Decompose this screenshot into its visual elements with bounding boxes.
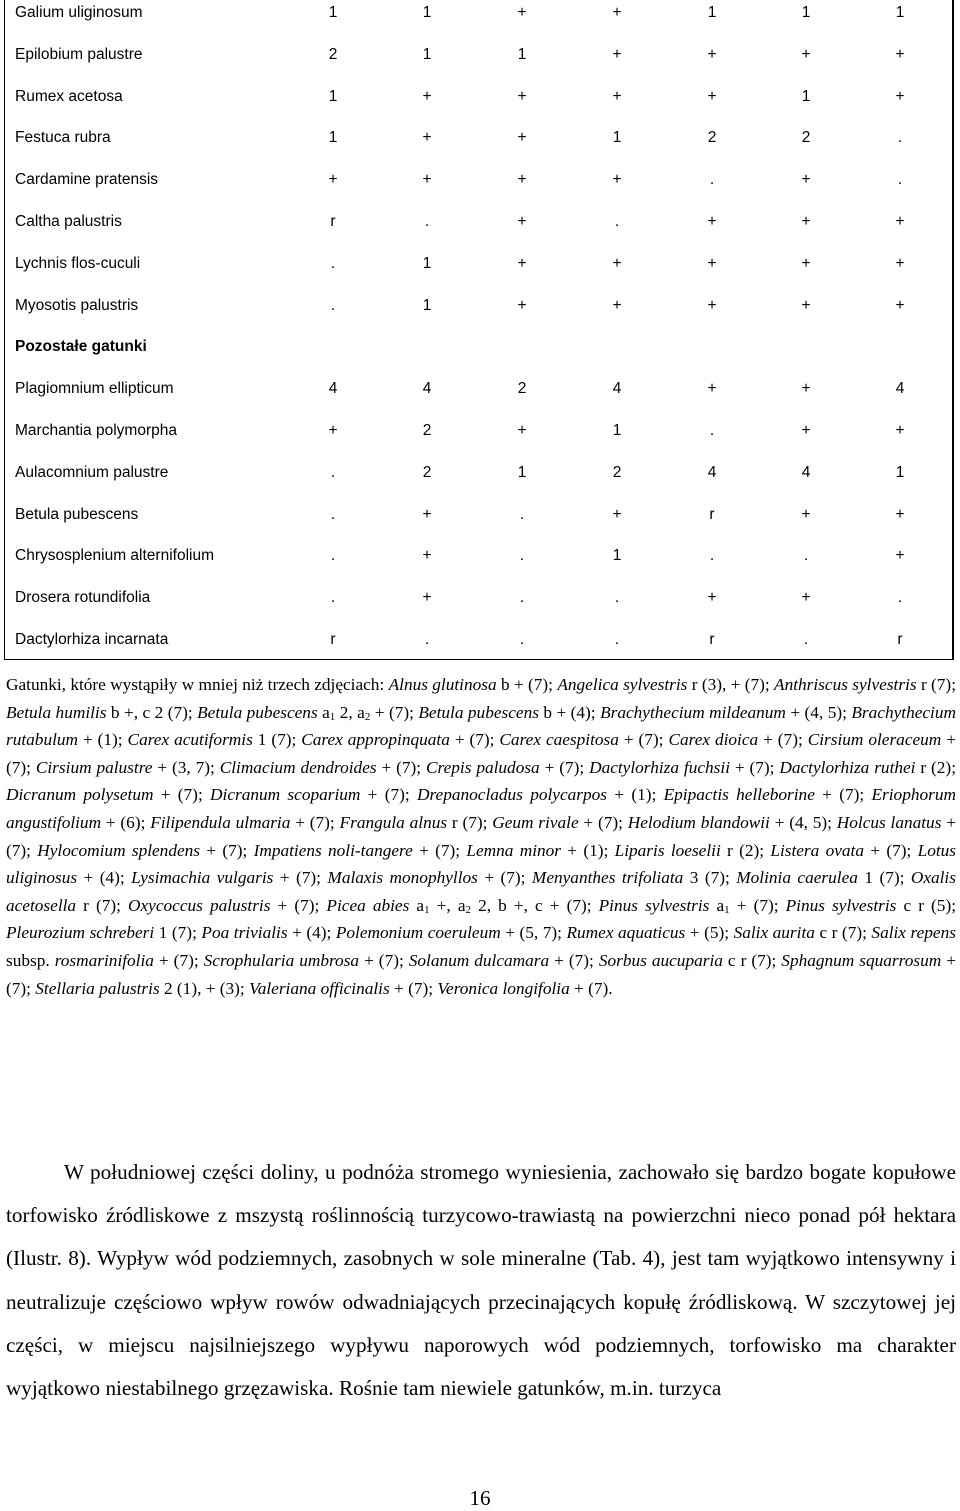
cover-value: + <box>517 296 527 314</box>
species-name-italic: Menyanthes trifoliata <box>531 868 684 888</box>
cover-value: . <box>330 505 336 523</box>
footnote-text: 1 (7); <box>252 730 302 750</box>
footnote-text: 1 (7); <box>857 868 911 888</box>
cover-value: + <box>612 254 622 272</box>
species-name-italic: Malaxis monophyllos <box>327 868 478 888</box>
footnote-text: 2, b +, c + (7); <box>471 895 599 915</box>
cover-value: + <box>707 45 717 63</box>
species-name-italic: Polemonium coeruleum <box>335 923 501 943</box>
footnote-text: + (7); <box>814 785 872 805</box>
footnote-text: + (1); <box>607 785 664 805</box>
cover-value: + <box>328 422 338 439</box>
species-name-italic: Hylocomium splendens <box>37 840 200 860</box>
cover-value: + <box>328 171 338 189</box>
cover-value: + <box>895 296 905 314</box>
species-name-italic: Pleurozium schreberi <box>6 923 155 943</box>
species-name-italic: Alnus glutinosa <box>388 675 497 694</box>
cover-value: 1 <box>612 129 622 147</box>
footnote-text: a <box>409 895 425 915</box>
species-name-italic: Valeriana officinalis <box>249 978 390 998</box>
footnote-text: a <box>709 895 725 915</box>
species-name-italic: Dicranum scoparium <box>210 785 361 805</box>
species-name: Marchantia polymorpha <box>15 422 177 439</box>
species-name-italic: Veronica longifolia <box>437 978 570 998</box>
species-name-italic: Betula humilis <box>6 702 107 722</box>
cover-value: r <box>709 505 715 523</box>
species-name-italic: Holcus lanatus <box>836 812 942 832</box>
footnote-text: + (7); <box>758 730 808 750</box>
cover-value: + <box>612 45 622 63</box>
species-name-italic: Lysimachia vulgaris <box>131 868 274 888</box>
table-row <box>5 213 952 233</box>
footnote-text: + (7); <box>6 812 956 860</box>
cover-value: 4 <box>707 463 717 481</box>
species-name-italic: Epipactis helleborine <box>663 785 815 805</box>
footnote-text: + (7); <box>360 785 417 805</box>
cover-value: + <box>422 547 432 565</box>
cover-value: . <box>614 631 620 648</box>
species-name-italic: Poa trivialis <box>201 923 288 943</box>
cover-value: 1 <box>328 87 338 105</box>
footnote-text: + (7); <box>549 950 599 970</box>
cover-value: . <box>519 589 525 607</box>
footnote-text: b +, c 2 (7); <box>106 702 198 722</box>
footnote-text: 1 (7); <box>154 923 202 943</box>
section-header-row <box>5 338 952 358</box>
species-name: Cardamine pratensis <box>15 171 159 189</box>
cover-value: + <box>707 589 717 607</box>
species-name-italic: Sphagnum squarrosum <box>781 950 942 970</box>
table-row <box>5 129 952 149</box>
table-row <box>5 380 952 400</box>
species-name-italic: Brachythecium mildeanum <box>600 702 786 722</box>
cover-value: 1 <box>328 4 338 21</box>
cover-value: . <box>614 589 620 607</box>
footnote-text: + (7). <box>569 978 613 998</box>
cover-value: . <box>424 213 430 230</box>
footnote-rare-species <box>6 671 956 1002</box>
species-name-italic: Solanum dulcamara <box>408 950 550 970</box>
footnote-text: r (2); <box>915 757 956 777</box>
species-name: Festuca rubra <box>15 129 111 147</box>
footnote-text: + (7); <box>412 840 467 860</box>
species-name-italic: Oxycoccus palustris <box>128 895 271 915</box>
species-name-italic: Pinus sylvestris <box>598 895 710 915</box>
cover-value: 2 <box>422 422 432 439</box>
species-name-italic: Carex appropinquata <box>301 730 450 750</box>
cover-value: + <box>707 254 717 272</box>
footnote-text: r (7); <box>447 812 493 832</box>
cover-value: + <box>517 213 527 230</box>
species-name: Dactylorhiza incarnata <box>15 631 169 648</box>
table-row <box>5 4 952 24</box>
cover-value: + <box>422 171 432 189</box>
cover-value: . <box>330 296 336 314</box>
cover-value: 2 <box>801 129 811 147</box>
cover-value: 4 <box>612 380 622 398</box>
cover-value: + <box>895 87 905 105</box>
cover-value: + <box>801 45 811 63</box>
species-name-italic: Dactylorhiza ruthei <box>779 757 916 777</box>
species-name-italic: Climacium dendroides <box>219 757 377 777</box>
footnote-text: + (5); <box>685 923 734 943</box>
cover-value: 2 <box>707 129 717 147</box>
cover-value: + <box>801 254 811 272</box>
cover-value: r <box>709 631 715 648</box>
footnote-text: + (3, 7); <box>152 757 220 777</box>
cover-value: 1 <box>422 4 432 21</box>
subscript: 1 <box>329 710 336 723</box>
footnote-text: b + (4); <box>538 702 601 722</box>
species-name: Galium uliginosum <box>15 4 143 21</box>
cover-value: + <box>801 505 811 523</box>
footnote-text: + (7); <box>270 895 327 915</box>
species-name-italic: Listera ovata <box>770 840 864 860</box>
cover-value: . <box>330 463 336 481</box>
species-name-italic: Picea abies <box>326 895 410 915</box>
footnote-text: + (4); <box>287 923 336 943</box>
vegetation-table <box>4 0 954 660</box>
table-row <box>5 171 952 191</box>
footnote-text: 2 (1), + (3); <box>159 978 250 998</box>
species-name: Epilobium palustre <box>15 45 143 63</box>
footnote-text: b + (7); <box>496 675 558 694</box>
footnote-text: subsp. <box>6 950 55 970</box>
footnote-text: + (1); <box>561 840 615 860</box>
species-name-italic: Cirsium palustre <box>35 757 153 777</box>
cover-value: + <box>895 254 905 272</box>
subscript: 2 <box>364 710 371 723</box>
cover-value: + <box>612 505 622 523</box>
cover-value: 1 <box>517 463 527 481</box>
cover-value: + <box>422 589 432 607</box>
species-name: Lychnis flos-cuculi <box>15 254 141 272</box>
footnote-text: + (7); <box>359 950 409 970</box>
cover-value: . <box>614 213 620 230</box>
cover-value: 4 <box>801 463 811 481</box>
table-row <box>5 589 952 609</box>
cover-value: + <box>612 4 622 21</box>
section-title: Pozostałe gatunki <box>15 338 147 356</box>
footnote-text: + (7); <box>864 840 918 860</box>
cover-value: + <box>422 129 432 147</box>
footnote-text: + (7); <box>6 950 956 998</box>
cover-value: 1 <box>612 547 622 565</box>
footnote-text: r (2); <box>720 840 771 860</box>
species-name-italic: Brachythecium rutabulum <box>6 702 956 750</box>
footnote-text: + (6); <box>101 812 151 832</box>
cover-value: + <box>707 296 717 314</box>
species-name: Drosera rotundifolia <box>15 589 151 607</box>
table-row <box>5 46 952 66</box>
footnote-text: + (7); <box>389 978 438 998</box>
cover-value: 4 <box>328 380 338 398</box>
table-row <box>5 88 952 108</box>
species-name-italic: Liparis loeselii <box>614 840 721 860</box>
footnote-text: + (7); <box>200 840 254 860</box>
footnote-text: + (7); <box>376 757 426 777</box>
footnote-text: a <box>317 702 330 722</box>
cover-value: + <box>517 422 527 439</box>
cover-value: . <box>519 547 525 565</box>
species-name-italic: Salix repens <box>871 923 956 943</box>
footnote-text: + (1); <box>78 730 128 750</box>
footnote-text: + (5, 7); <box>500 923 567 943</box>
subscript: 1 <box>424 903 430 916</box>
cover-value: + <box>801 213 811 230</box>
footnote-text: + (4, 5); <box>769 812 837 832</box>
table-row <box>5 506 952 526</box>
cover-value: 1 <box>422 254 432 272</box>
footnote-text: + (7); <box>273 868 328 888</box>
cover-value: + <box>612 171 622 189</box>
cover-value: + <box>895 422 905 439</box>
cover-value: 1 <box>328 129 338 147</box>
footnote-text: c r (7); <box>814 923 872 943</box>
cover-value: 1 <box>422 296 432 314</box>
cover-value: + <box>801 422 811 439</box>
cover-value: . <box>330 547 336 565</box>
cover-value: + <box>612 296 622 314</box>
cover-value: + <box>422 87 432 105</box>
cover-value: r <box>330 213 336 230</box>
cover-value: 4 <box>895 380 905 398</box>
table-row <box>5 297 952 317</box>
cover-value: + <box>517 87 527 105</box>
species-name-italic: Carex caespitosa <box>499 730 619 750</box>
species-name-italic: Geum rivale <box>492 812 579 832</box>
cover-value: 1 <box>895 4 905 21</box>
footnote-text: + (7); <box>153 785 211 805</box>
cover-value: r <box>897 631 903 648</box>
footnote-text: + (7); <box>153 950 204 970</box>
species-name-italic: Anthriscus sylvestris <box>774 675 917 694</box>
cover-value: + <box>707 213 717 230</box>
cover-value: + <box>895 505 905 523</box>
cover-value: + <box>801 296 811 314</box>
cover-value: 1 <box>801 87 811 105</box>
species-name: Plagiomnium ellipticum <box>15 380 174 398</box>
cover-value: . <box>897 129 903 147</box>
footnote-text: + (7); <box>290 812 340 832</box>
species-name-italic: Frangula alnus <box>339 812 448 832</box>
cover-value: + <box>895 213 905 230</box>
species-name-italic: Betula pubescens <box>197 702 318 722</box>
cover-value: + <box>801 380 811 398</box>
body-paragraph: W południowej części doliny, u podnóża stromego wyniesienia, zachowało się bardzo bogate kopułowe torfowisko źródliskowe z mszystą roślinnością turzycowo-trawiastą na powierzchni nieco ponad pół hektara (Ilustr. 8). Wypływ wód podziemnych, zasobnych w sole mineralne (Tab. 4), jest tam wyjątkowo intensywny i neutralizuje częściowo wpływ rowów odwadniających przecinających kopułę źródliskową. W szczytowej jej części, w miejscu najsilniejszego wypływu naporowych wód podziemnych, torfowisko ma charakter wyjątkowo niestabilnego grzęzawiska. Rośnie tam niewiele gatunków, m.in. turzyca <box>6 1160 956 1401</box>
species-name-italic: Crepis paludosa <box>425 757 540 777</box>
cover-value: 2 <box>328 45 338 63</box>
species-name-italic: Carex dioica <box>668 730 759 750</box>
footnote-text: + (7); <box>6 730 956 777</box>
cover-value: . <box>330 589 336 607</box>
cover-value: 2 <box>517 380 527 398</box>
species-name: Rumex acetosa <box>15 87 123 105</box>
table-row <box>5 255 952 275</box>
cover-value: + <box>517 4 527 21</box>
cover-value: + <box>517 129 527 147</box>
species-name-italic: Scrophularia umbrosa <box>203 950 360 970</box>
species-name-italic: Angelica sylvestris <box>557 675 688 694</box>
species-name-italic: Eriophorum angustifolium <box>6 785 956 832</box>
cover-value: 1 <box>801 4 811 21</box>
cover-value: + <box>707 380 717 398</box>
footnote-text: + (7); <box>578 812 628 832</box>
footnote-text: + (7); <box>539 757 590 777</box>
cover-value: 1 <box>895 463 905 481</box>
species-name: Aulacomnium palustre <box>15 463 169 481</box>
footnote-text: 3 (7); <box>683 868 737 888</box>
subscript: 2 <box>465 903 471 916</box>
cover-value: . <box>330 254 336 272</box>
footnote-text: +, a <box>429 895 466 915</box>
species-name-italic: Pinus sylvestris <box>785 895 897 915</box>
footnote-text: c r (7); <box>722 950 782 970</box>
species-name-italic: Filipendula ulmaria <box>150 812 291 832</box>
species-name-italic: Drepanocladus polycarpos <box>416 785 607 805</box>
cover-value: r <box>330 631 336 648</box>
cover-value: + <box>707 87 717 105</box>
footnote-text: r (7); <box>76 895 129 915</box>
species-name-italic: Dactylorhiza fuchsii <box>589 757 730 777</box>
species-name-italic: Stellaria palustris <box>35 978 160 998</box>
species-name-italic: Betula pubescens <box>418 702 539 722</box>
cover-value: + <box>895 45 905 63</box>
footnote-text: + (4); <box>77 868 132 888</box>
species-name: Myosotis palustris <box>15 296 139 314</box>
table-row <box>5 422 952 442</box>
cover-value: 2 <box>612 463 622 481</box>
table-row <box>5 631 952 651</box>
cover-value: + <box>422 505 432 523</box>
species-name: Chrysosplenium alternifolium <box>15 547 214 565</box>
page-number: 16 <box>469 1486 491 1510</box>
cover-value: + <box>517 171 527 189</box>
species-name-italic: Rumex aquaticus <box>566 923 686 943</box>
species-name-italic: Impatiens noli-tangere <box>253 840 413 860</box>
cover-value: . <box>803 631 809 648</box>
cover-value: 2 <box>422 463 432 481</box>
cover-value: + <box>612 87 622 105</box>
footnote-text: + (7); <box>370 702 419 722</box>
cover-value: . <box>709 171 715 189</box>
footnote-text: r (7); <box>916 675 956 694</box>
subscript: 1 <box>724 903 730 916</box>
cover-value: + <box>801 589 811 607</box>
cover-value: 1 <box>422 45 432 63</box>
species-name-italic: rosmarinifolia <box>54 950 154 970</box>
cover-value: + <box>895 547 905 565</box>
footnote-text: c r (5); <box>896 895 957 915</box>
species-name-italic: Helodium blandowii <box>627 812 770 832</box>
cover-value: . <box>519 631 525 648</box>
species-name-italic: Dicranum polysetum <box>6 785 154 805</box>
footnote-text: r (3), + (7); <box>687 675 775 694</box>
cover-value: 1 <box>517 45 527 63</box>
cover-value: . <box>897 589 903 607</box>
cover-value: . <box>519 505 525 523</box>
cover-value: . <box>424 631 430 648</box>
species-name-italic: Salix aurita <box>733 923 815 943</box>
cover-value: + <box>517 254 527 272</box>
species-name: Caltha palustris <box>15 213 122 230</box>
species-name-italic: Carex acutiformis <box>127 730 253 750</box>
footnote-text: + (7); <box>449 730 500 750</box>
footnote-text: + (7); <box>730 757 780 777</box>
species-name: Betula pubescens <box>15 505 139 523</box>
species-name-italic: Cirsium oleraceum <box>807 730 942 750</box>
footnote-text: + (4, 5); <box>785 702 852 722</box>
cover-value: . <box>803 547 809 565</box>
table-row <box>5 547 952 567</box>
species-name-italic: Sorbus aucuparia <box>598 950 723 970</box>
footnote-text: + (7); <box>729 895 786 915</box>
cover-value: . <box>709 422 715 439</box>
footnote-text: + (7); <box>477 868 532 888</box>
cover-value: 1 <box>707 4 717 21</box>
species-name-italic: Lotus uliginosus <box>6 840 956 888</box>
species-name-italic: Molinia caerulea <box>736 868 858 888</box>
footnote-text: + (7); <box>618 730 669 750</box>
cover-value: 4 <box>422 380 432 398</box>
species-name-italic: Oxalis acetosella <box>6 868 956 915</box>
cover-value: . <box>709 547 715 565</box>
cover-value: . <box>897 171 903 189</box>
cover-value: + <box>801 171 811 189</box>
table-row <box>5 464 952 484</box>
species-name-italic: Lemna minor <box>466 840 562 860</box>
cover-value: 1 <box>612 422 622 439</box>
footnote-text: 2, a <box>335 702 365 722</box>
footnote-text: Gatunki, które wystąpiły w mniej niż trzech zdjęciach: <box>6 675 389 694</box>
